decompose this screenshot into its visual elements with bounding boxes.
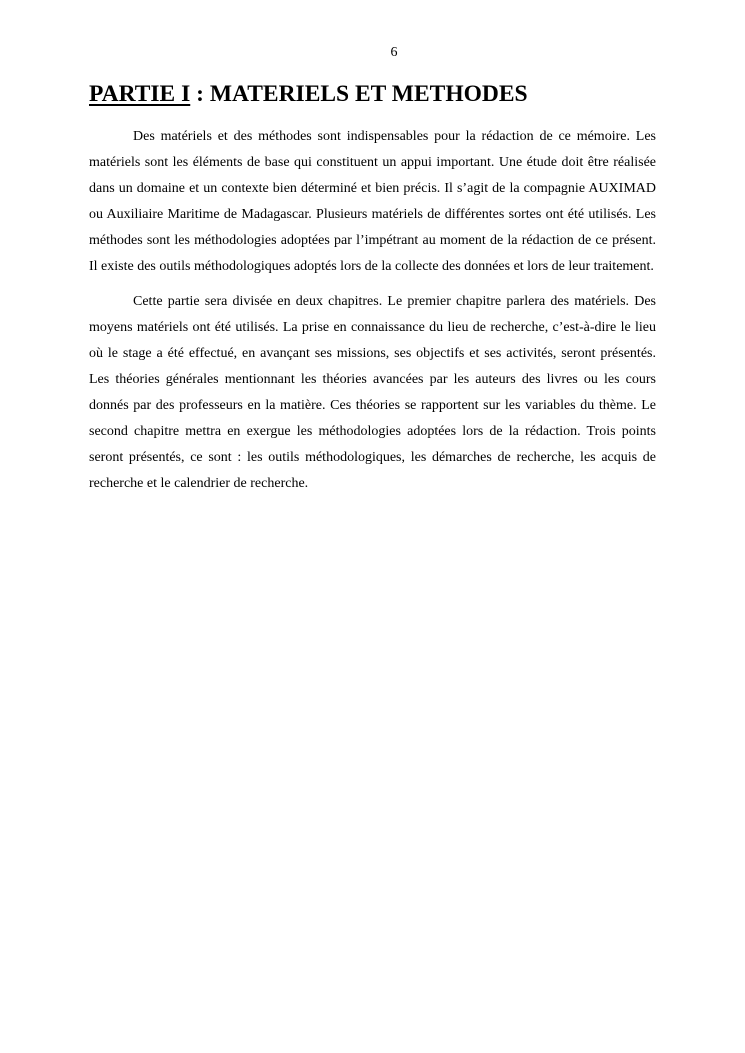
page-body: [89, 80, 656, 506]
heading-title: MATERIELS ET METHODES: [209, 81, 528, 107]
page-number: 6: [390, 45, 398, 60]
section-heading: [89, 80, 656, 108]
body-paragraph-2: Cette partie sera divisée en deux chapitres. Le premier chapitre parlera des matériels. Des moyens matériels ont été utilisés. La prise en connaissance du lieu de recherche, c’est-à-dire le lieu où le stage a été effectué, en avançant ses missions, ses objectifs et ses activités, seront présentés. Les théories générales mentionnant les théories avancées par les auteurs des livres ou les cours donnés par des professeurs en la matière. Ces théories se rapportent sur les variables du thème. Le second chapitre mettra en exergue les méthodologies adoptées lors de la rédaction. Trois points seront présentés, ce sont : les outils méthodologiques, les démarches de recherche, les acquis de recherche et le calendrier de recherche.: [89, 294, 656, 491]
part-label: PARTIE I: [89, 81, 191, 107]
heading-separator: :: [190, 81, 210, 107]
body-paragraph-1: Des matériels et des méthodes sont indispensables pour la rédaction de ce mémoire. Les matériels sont les éléments de base qui constituent un appui important. Une étude doit être réalisée dans un domaine et un contexte bien déterminé et bien précis. Il s’agit de la compagnie AUXIMAD ou Auxiliaire Maritime de Madagascar. Plusieurs matériels de différentes sortes ont été utilisés. Les méthodes sont les méthodologies adoptées par l’impétrant au moment de la rédaction de ce présent. Il existe des outils méthodologiques adoptés lors de la collecte des données et lors de leur traitement.: [89, 129, 656, 274]
